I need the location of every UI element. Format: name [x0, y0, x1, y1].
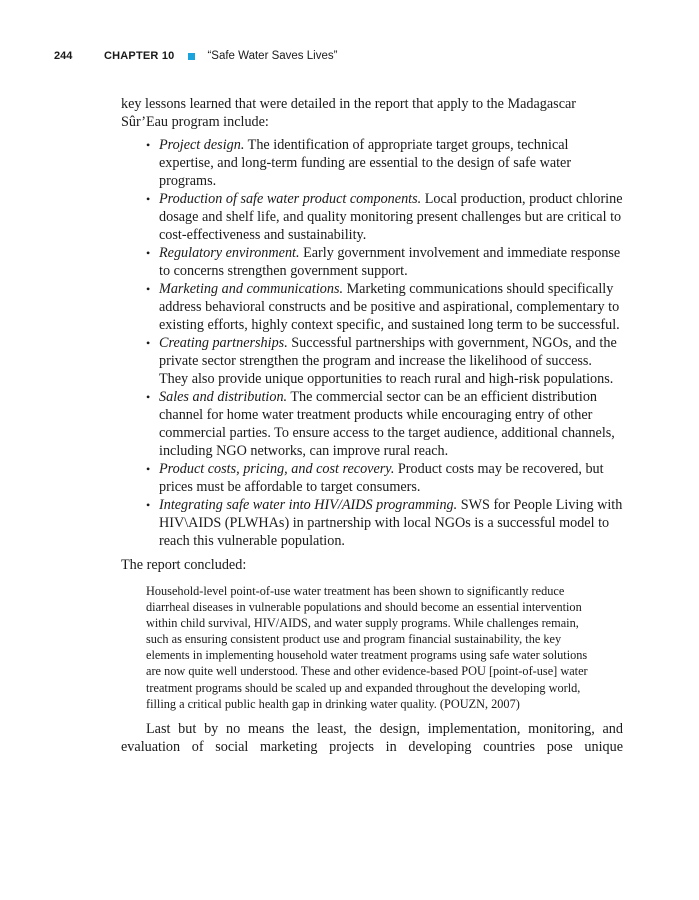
lesson-text: The commercial sector can be an efficient distribution channel for home water treatment products while encouraging entry of other commercial parties. To ensure access to the target audience, additional channels, including NGO networks, can improve rural reach.	[159, 389, 615, 459]
lesson-text: Product costs may be recovered, but prices must be affordable to target consumers.	[159, 461, 604, 495]
list-item	[159, 388, 623, 460]
list-item	[159, 244, 623, 280]
closing-paragraph: Last but by no means the least, the design, implementation, monitoring, and evaluation of social marketing projects in developing countries pose unique	[121, 720, 623, 755]
lesson-text: Local production, product chlorine dosage and shelf life, and quality monitoring present challenges but are critical to cost-effectiveness and sustainability.	[159, 191, 623, 243]
running-head	[54, 47, 337, 65]
lessons-list	[121, 136, 623, 550]
lesson-text: Marketing communications should specifically address behavioral constructs and be positive and aspirational, complementary to existing efforts, highly context specific, and sustained long term to be successful.	[159, 281, 620, 333]
list-item	[159, 190, 623, 244]
lesson-text: SWS for People Living with HIV\AIDS (PLWHAs) in partnership with local NGOs is a successful model to reach this vulnerable population.	[159, 497, 623, 549]
lesson-title: Regulatory environment.	[159, 245, 300, 261]
list-item	[159, 136, 623, 190]
lesson-text: Successful partnerships with government, NGOs, and the private sector strengthen the program and increase the likelihood of success. They also provide unique opportunities to reach rural and high-risk populations.	[159, 335, 617, 387]
lesson-title: Project design.	[159, 137, 245, 153]
square-bullet-icon	[188, 53, 195, 60]
chapter-label: CHAPTER 10	[104, 50, 175, 62]
list-item	[159, 334, 623, 388]
lesson-title: Product costs, pricing, and cost recovery.	[159, 461, 395, 477]
lesson-title: Sales and distribution.	[159, 389, 288, 405]
lesson-text: The identification of appropriate target groups, technical expertise, and long-term funding are essential to the design of safe water programs.	[159, 137, 572, 189]
body-text	[121, 95, 623, 756]
block-quote: Household-level point-of-use water treatment has been shown to significantly reduce diarrheal diseases in vulnerable populations and should become an essential intervention within child survival, HIV/AIDS, and water supply programs. While challenges remain, such as ensuring consistent product use and program financial sustainability, the key elements in implementing household water treatment programs using safe water solutions are now quite well understood. These and other evidence-based POU [point-of-use] water treatment programs should be scaled up and expanded throughout the developing world, filling a critical public health gap in drinking water quality. (POUZN, 2007)	[146, 584, 588, 711]
list-item	[159, 496, 623, 550]
lesson-title: Creating partnerships.	[159, 335, 288, 351]
list-item	[159, 280, 623, 334]
lesson-title: Marketing and communications.	[159, 281, 344, 297]
list-item	[159, 460, 623, 496]
lesson-text: Early government involvement and immediate response to concerns strengthen government support.	[159, 245, 621, 279]
intro-paragraph: key lessons learned that were detailed in the report that apply to the Madagascar Sûr’Eau program include:	[121, 96, 577, 130]
report-concluded: The report concluded:	[121, 557, 247, 573]
chapter-title: “Safe Water Saves Lives”	[207, 50, 338, 62]
lesson-title: Production of safe water product components.	[159, 191, 422, 207]
page-number: 244	[54, 50, 73, 62]
lesson-title: Integrating safe water into HIV/AIDS programming.	[159, 497, 458, 513]
